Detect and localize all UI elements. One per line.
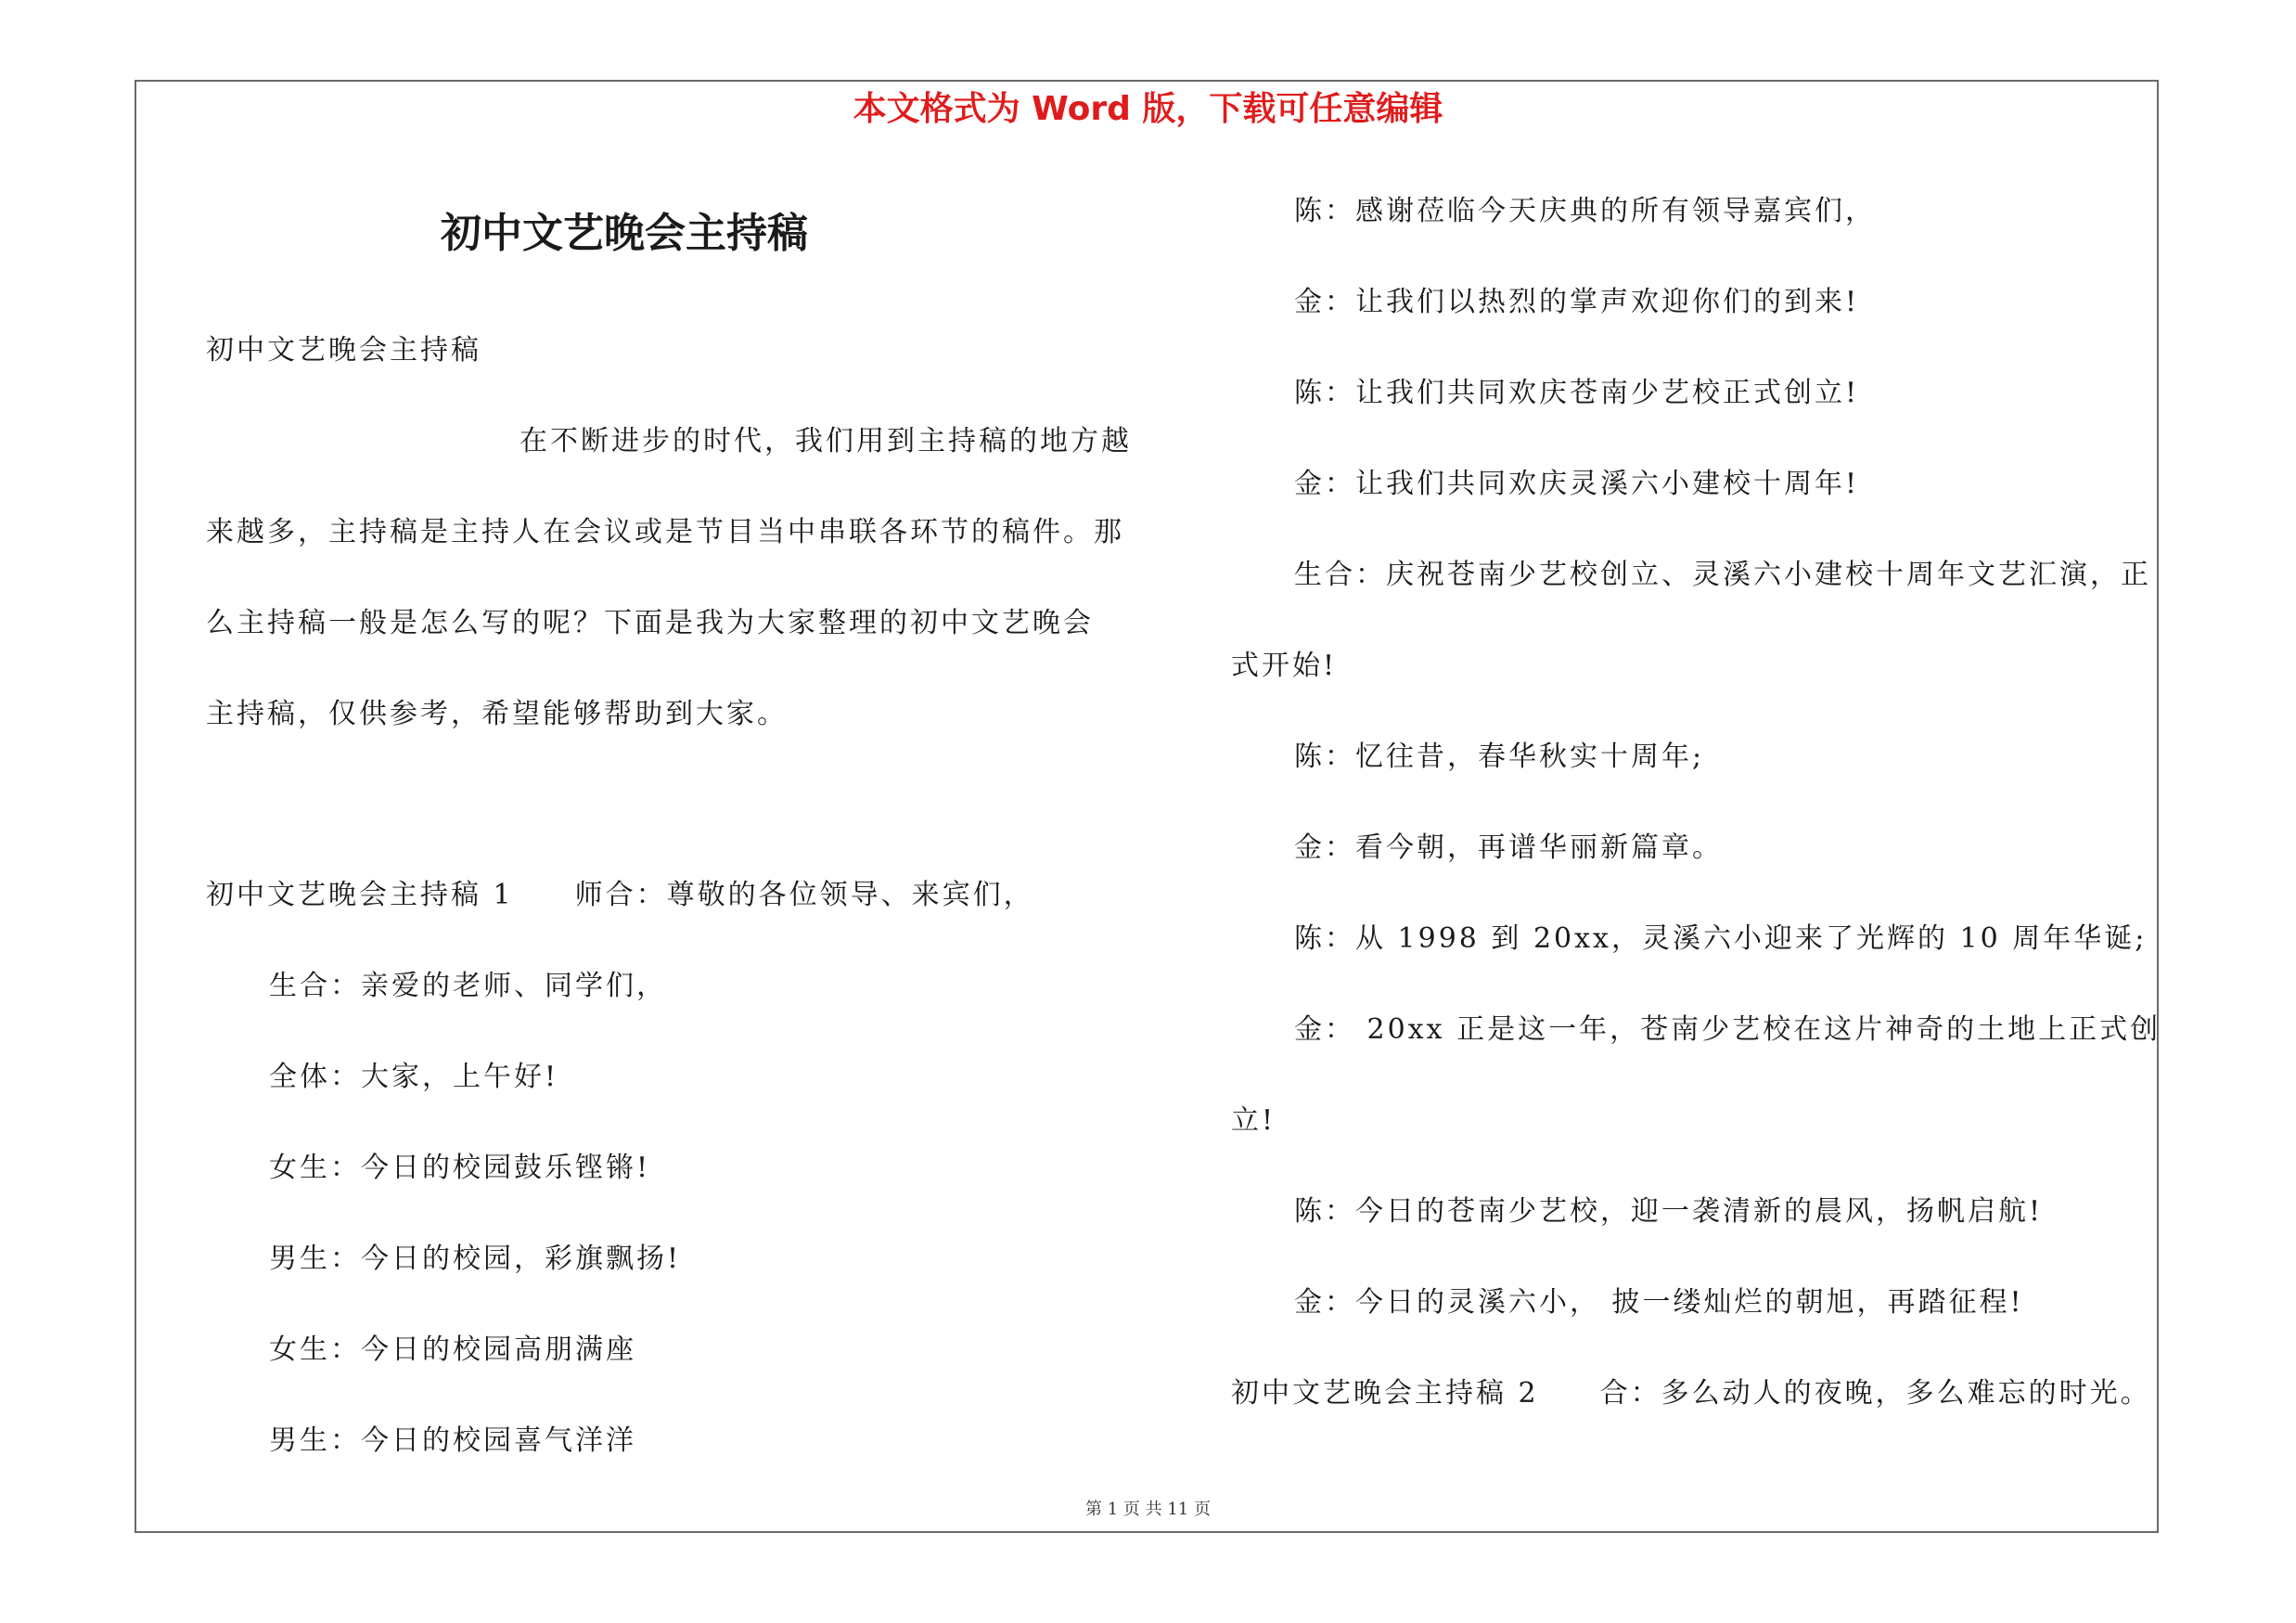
format-banner: 本文格式为 Word 版，下载可任意编辑 (853, 90, 1443, 128)
paragraph-line: 金： 20xx 正是这一年，苍南少艺校在这片神奇的土地上正式创 (1294, 1013, 2161, 1046)
paragraph-line: 么主持稿一般是怎么写的呢？下面是我为大家整理的初中文艺晚会 (206, 607, 1094, 639)
document-title: 初中文艺晚会主持稿 (441, 210, 808, 257)
paragraph-line: 男生：今日的校园喜气洋洋 (269, 1424, 636, 1457)
paragraph-line: 陈：忆往昔，春华秋实十周年; (1294, 741, 1705, 773)
paragraph-line: 陈：从 1998 到 20xx，灵溪六小迎来了光辉的 10 周年华诞; (1294, 922, 2148, 955)
paragraph-line: 金：今日的灵溪六小， 披一缕灿烂的朝旭，再踏征程! (1294, 1286, 2024, 1319)
paragraph-line: 陈：让我们共同欢庆苍南少艺校正式创立! (1294, 377, 1860, 409)
paragraph-line: 式开始! (1231, 650, 1338, 682)
paragraph-line: 初中文艺晚会主持稿 2 合：多么动人的夜晚，多么难忘的时光。 (1231, 1377, 2151, 1410)
paragraph-line: 立! (1231, 1104, 1276, 1137)
paragraph-line: 金：让我们以热烈的掌声欢迎你们的到来! (1294, 286, 1860, 318)
paragraph-line: 初中文艺晚会主持稿 1 师合：尊敬的各位领导、来宾们， (206, 879, 1034, 911)
paragraph-line: 男生：今日的校园，彩旗飘扬! (269, 1243, 682, 1275)
paragraph-line: 生合：亲爱的老师、同学们， (269, 970, 667, 1002)
paragraph-line: 全体：大家，上午好! (269, 1061, 559, 1093)
paragraph-line: 在不断进步的时代，我们用到主持稿的地方越 (519, 425, 1132, 457)
paragraph-line: 陈：今日的苍南少艺校，迎一袭清新的晨风，扬帆启航! (1294, 1195, 2044, 1228)
page-number: 第 1 页 共 11 页 (1085, 1500, 1211, 1519)
paragraph-line: 来越多，主持稿是主持人在会议或是节目当中串联各环节的稿件。那 (206, 516, 1124, 548)
paragraph-line: 陈：感谢莅临今天庆典的所有领导嘉宾们， (1294, 195, 1876, 227)
paragraph-line: 初中文艺晚会主持稿 (206, 334, 481, 367)
paragraph-line: 主持稿，仅供参考，希望能够帮助到大家。 (206, 698, 788, 730)
paragraph-line: 金：让我们共同欢庆灵溪六小建校十周年! (1294, 468, 1860, 500)
paragraph-line: 生合：庆祝苍南少艺校创立、灵溪六小建校十周年文艺汇演，正 (1294, 559, 2151, 591)
paragraph-line: 金：看今朝，再谱华丽新篇章。 (1294, 831, 1723, 864)
paragraph-line: 女生：今日的校园鼓乐铿锵! (269, 1152, 651, 1184)
paragraph-line: 女生：今日的校园高朋满座 (269, 1333, 636, 1366)
